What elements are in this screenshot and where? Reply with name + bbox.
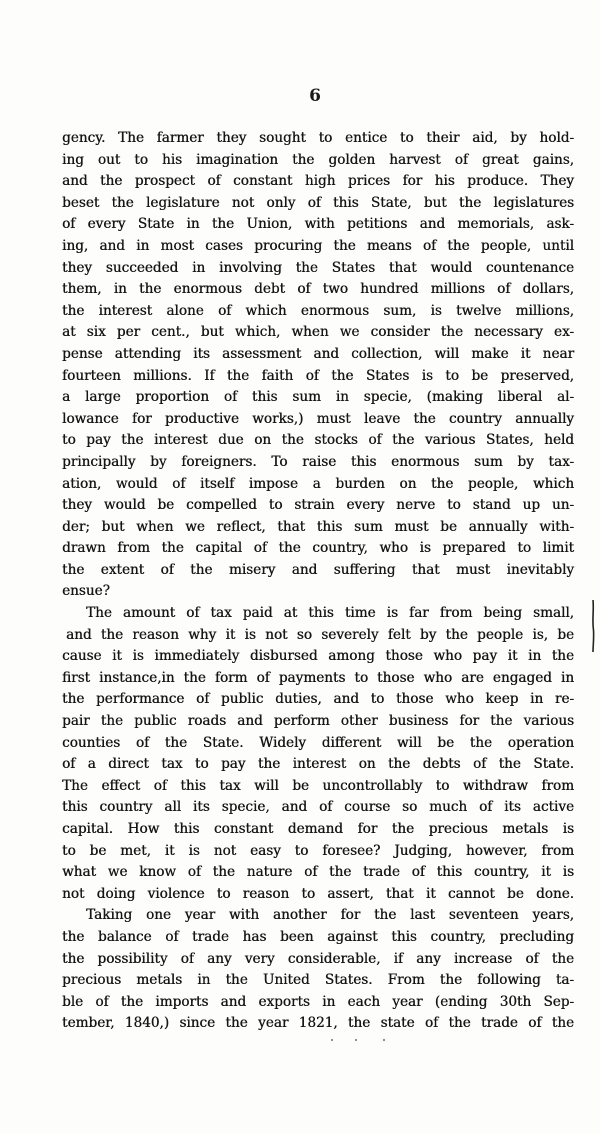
text-line: principally by foreigners. To raise this enormous sum by tax- [62, 453, 574, 470]
text-line: they would be compelled to strain every nerve to stand up un- [62, 497, 574, 514]
text-line: capital. How this constant demand for the precious metals is [62, 821, 574, 837]
text-line: lowance for productive works,) must leave the country annually [62, 410, 574, 427]
text-line: pense attending its assessment and collection, will make it near [62, 345, 574, 362]
text-line: ensue? [62, 583, 110, 600]
text-line: ing out to his imagination the golden harvest of great gains, [62, 151, 574, 168]
text-line: to pay the interest due on the stocks of the various States, held [62, 432, 574, 449]
text-line: them, in the enormous debt of two hundred millions of dollars, [62, 281, 574, 298]
text-line: gency. The farmer they sought to entice to their aid, by hold- [62, 130, 574, 146]
text-line: the balance of trade has been against this country, precluding [62, 928, 574, 945]
text-line: of a direct tax to pay the interest on the debts of the State. [62, 756, 574, 773]
text-line: ble of the imports and exports in each year (ending 30th Sep- [62, 993, 574, 1010]
text-line: cause it is immediately disbursed among those who pay it in the [62, 648, 574, 665]
text-line: to be met, it is not easy to foresee? Judging, however, from [62, 842, 574, 859]
text-line: drawn from the capital of the country, who is prepared to limit [62, 540, 574, 557]
text-line: ing, and in most cases procuring the means of the people, until [62, 237, 574, 254]
text-line: the possibility of any very considerable, if any increase of the [62, 950, 574, 967]
text-line: at six per cent., but which, when we consider the necessary ex- [62, 324, 574, 341]
text-line: precious metals in the United States. From the following ta- [62, 972, 574, 989]
text-line: The effect of this tax will be uncontrollably to withdraw from [62, 777, 574, 794]
text-line: ation, would of itself impose a burden on the people, which [62, 475, 574, 492]
text-line: and the reason why it is not so severely felt by the people is, be [66, 626, 574, 643]
text-line: and the prospect of constant high prices for his produce. They [62, 173, 574, 190]
text-line: this country all its specie, and of course so much of its active [62, 799, 574, 816]
text-line: they succeeded in involving the States that would countenance [62, 259, 574, 276]
margin-ink-mark [591, 600, 595, 652]
paragraph-start-line: The amount of tax paid at this time is far from being small, [86, 605, 574, 622]
text-line: counties of the State. Widely different will be the operation [62, 734, 574, 751]
text-line: der; but when we reflect, that this sum must be annually with- [62, 518, 574, 535]
text-line: pair the public roads and perform other business for the various [62, 713, 574, 730]
body-text [62, 128, 574, 1035]
text-line: first instance,in the form of payments to those who are engaged in [62, 669, 574, 686]
paragraph-start-line: Taking one year with another for the last seventeen years, [86, 907, 574, 924]
text-line: a large proportion of this sum in specie, (making liberal al- [62, 389, 574, 406]
text-line: what we know of the nature of the trade of this country, it is [62, 864, 574, 881]
text-line: the interest alone of which enormous sum, is twelve millions, [62, 302, 574, 319]
page-number: 6 [309, 86, 321, 106]
text-line: tember, 1840,) since the year 1821, the state of the trade of the [62, 1015, 574, 1032]
ink-specks [330, 1038, 390, 1042]
text-line: of every State in the Union, with petitions and memorials, ask- [62, 216, 574, 233]
text-line: fourteen millions. If the faith of the States is to be preserved, [62, 367, 574, 384]
text-line: the extent of the misery and suffering that must inevitably [62, 561, 574, 578]
text-line: the performance of public duties, and to those who keep in re- [62, 691, 574, 708]
text-line: beset the legislature not only of this State, but the legislatures [62, 194, 574, 211]
text-line: not doing violence to reason to assert, that it cannot be done. [62, 885, 574, 902]
